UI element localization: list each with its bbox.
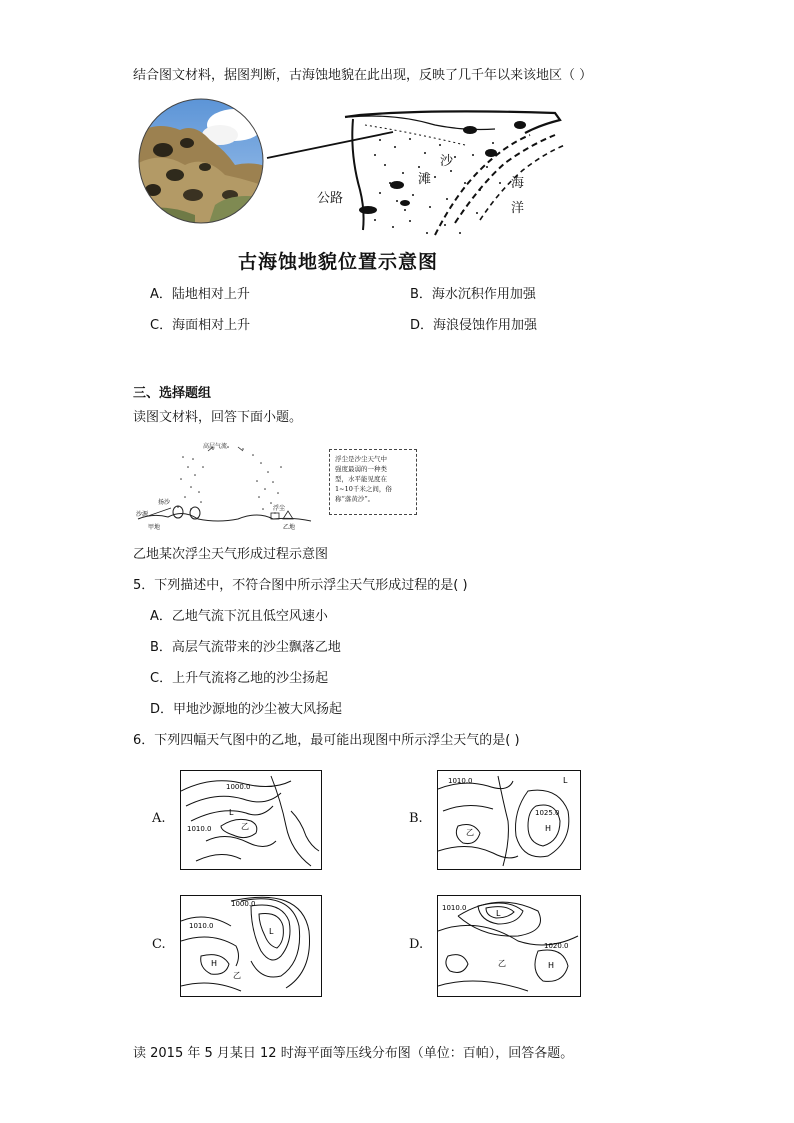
label-road: 公路 xyxy=(317,191,344,206)
note-line: 浮尘是沙尘天气中 xyxy=(335,455,387,463)
weather-map-b[interactable] xyxy=(437,770,581,870)
svg-text:1010.0: 1010.0 xyxy=(442,904,467,912)
svg-text:1020.0: 1020.0 xyxy=(544,942,569,950)
figure-2-caption: 乙地某次浮尘天气形成过程示意图 xyxy=(133,547,329,562)
section-3-heading: 三、选择题组 xyxy=(133,386,212,401)
rock-photo xyxy=(135,95,275,235)
svg-text:L: L xyxy=(496,909,501,918)
q6-option-c-letter[interactable]: C. xyxy=(152,937,166,952)
label-yi: 乙地 xyxy=(283,524,296,531)
q5-option-a[interactable]: A．乙地气流下沉且低空风速小 xyxy=(150,609,328,624)
section-3-intro: 读图文材料，回答下面小题。 xyxy=(133,410,303,425)
intro-option-a[interactable]: A．陆地相对上升 xyxy=(150,287,250,302)
label-sha: 沙 xyxy=(440,154,454,169)
weather-map-c[interactable] xyxy=(180,895,322,997)
weather-map-d[interactable] xyxy=(437,895,581,997)
figure-floating-dust xyxy=(133,437,423,537)
svg-text:1025.0: 1025.0 xyxy=(535,809,560,817)
svg-text:乙: 乙 xyxy=(466,828,474,837)
svg-text:H: H xyxy=(548,961,555,970)
next-material-intro: 读 2015 年 5 月某日 12 时海平面等压线分布图（单位：百帕），回答各题。 xyxy=(133,1046,574,1061)
svg-text:乙: 乙 xyxy=(498,959,506,968)
label-raise-sand: 扬沙 xyxy=(158,499,171,506)
label-tan: 滩 xyxy=(418,172,432,187)
intro-option-b[interactable]: B．海水沉积作用加强 xyxy=(410,287,536,302)
svg-text:1000.0: 1000.0 xyxy=(226,783,251,791)
svg-text:L: L xyxy=(229,808,234,817)
svg-text:1010.0: 1010.0 xyxy=(187,825,212,833)
svg-text:乙: 乙 xyxy=(233,971,241,980)
note-line: 1~10千米之间，俗 xyxy=(335,485,392,493)
q6-option-d-letter[interactable]: D. xyxy=(409,937,424,952)
svg-text:乙: 乙 xyxy=(241,822,249,831)
label-yang: 洋 xyxy=(511,201,525,216)
weather-map-a[interactable] xyxy=(180,770,322,870)
svg-text:1010.0: 1010.0 xyxy=(448,777,473,785)
intro-option-d[interactable]: D．海浪侵蚀作用加强 xyxy=(410,318,538,333)
q5-option-d[interactable]: D．甲地沙源地的沙尘被大风扬起 xyxy=(150,702,343,717)
note-line: 称“落黄沙”。 xyxy=(335,495,375,503)
label-floating-dust: 浮尘 xyxy=(273,505,286,512)
note-line: 型，水平能见度在 xyxy=(335,475,387,483)
question-5-stem: 5．下列描述中，不符合图中所示浮尘天气形成过程的是( ) xyxy=(133,578,468,593)
label-sand-source: 沙源 xyxy=(136,511,149,518)
note-line: 强度最弱的一种类 xyxy=(335,465,387,473)
label-high-airflow: 高层气流 xyxy=(203,443,228,450)
q6-option-a-letter[interactable]: A. xyxy=(152,811,166,826)
label-hai: 海 xyxy=(511,176,525,191)
label-jia: 甲地 xyxy=(148,524,161,531)
q5-option-c[interactable]: C．上升气流将乙地的沙尘扬起 xyxy=(150,671,329,686)
q5-option-b[interactable]: B．高层气流带来的沙尘飘落乙地 xyxy=(150,640,341,655)
svg-text:H: H xyxy=(545,824,552,833)
dust-dots xyxy=(177,446,282,514)
svg-text:1010.0: 1010.0 xyxy=(189,922,214,930)
svg-text:L: L xyxy=(269,927,274,936)
dust-note-box xyxy=(329,449,417,515)
svg-text:H: H xyxy=(211,959,218,968)
svg-text:1000.0: 1000.0 xyxy=(231,900,256,908)
question-6-stem: 6．下列四幅天气图中的乙地，最可能出现图中所示浮尘天气的是( ) xyxy=(133,733,520,748)
svg-text:L: L xyxy=(563,776,568,785)
q6-option-b-letter[interactable]: B. xyxy=(409,811,423,826)
question-intro-stem: 结合图文材料，据图判断，古海蚀地貌在此出现，反映了几千年以来该地区（ ） xyxy=(133,68,593,83)
intro-option-c[interactable]: C．海面相对上升 xyxy=(150,318,251,333)
figure-1-title: 古海蚀地貌位置示意图 xyxy=(238,251,439,273)
